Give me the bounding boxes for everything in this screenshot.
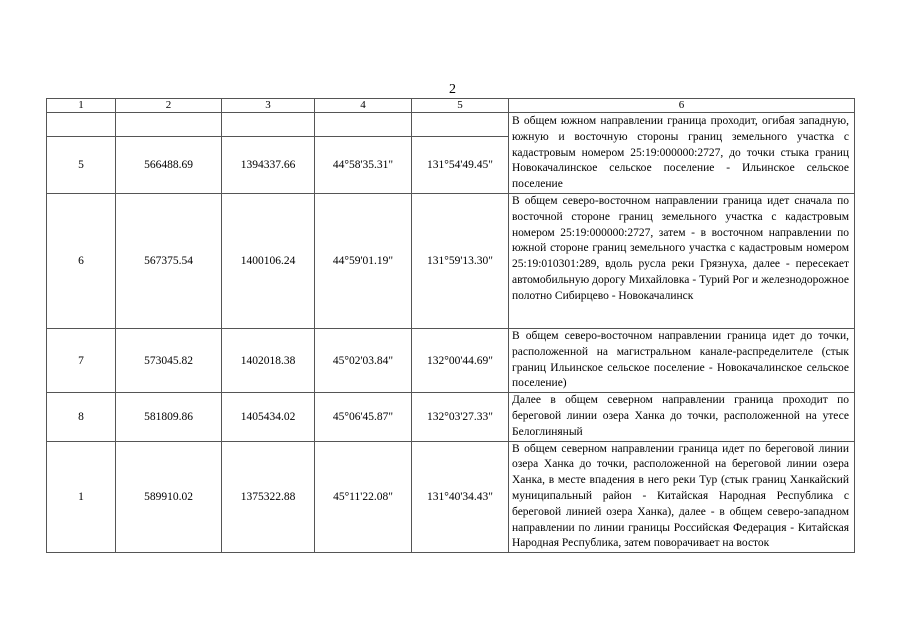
empty-cell [315,113,412,137]
latitude-cell: 45°06'45.87" [315,393,412,441]
y-coordinate-cell: 1375322.88 [222,441,315,553]
table-row [47,328,855,392]
header-cell: 6 [509,99,855,113]
y-coordinate-cell: 1400106.24 [222,193,315,328]
table-row [47,113,855,137]
point-number-cell: 6 [47,193,116,328]
x-coordinate-cell: 566488.69 [116,136,222,193]
empty-cell [412,113,509,137]
empty-cell [222,113,315,137]
y-coordinate-cell: 1402018.38 [222,328,315,392]
latitude-cell: 44°59'01.19" [315,193,412,328]
description-cell: В общем южном направлении граница проходит, огибая западную, южную и восточную стороны границ земельного участка с кадастровым номером 25:19:000000:2727, до точки стыка границ Новокачалинское сельское поселение - Ильинское сельское поселение [509,113,855,194]
description-cell: В общем северном направлении граница идет по береговой линии озера Ханка до точки, расположенной на береговой линии озера Ханка, в месте впадения в него реки Тур (стык границ Ханкайский муниципальный район - Китайская Народная Республика с береговой линией озера Ханка), далее - в общем северо-западном направлении по линии границы Российская Федерация - Китайская Народная Республика, затем поворачивает на восток [509,441,855,553]
x-coordinate-cell: 567375.54 [116,193,222,328]
y-coordinate-cell: 1394337.66 [222,136,315,193]
point-number-cell: 8 [47,393,116,441]
point-number-cell: 5 [47,136,116,193]
header-cell: 1 [47,99,116,113]
header-cell: 2 [116,99,222,113]
longitude-cell: 132°03'27.33" [412,393,509,441]
empty-cell [47,113,116,137]
boundary-table [46,98,855,553]
header-row [47,99,855,113]
point-number-cell: 7 [47,328,116,392]
y-coordinate-cell: 1405434.02 [222,393,315,441]
empty-cell [116,113,222,137]
header-cell: 4 [315,99,412,113]
longitude-cell: 132°00'44.69" [412,328,509,392]
description-cell: Далее в общем северном направлении граница проходит по береговой линии озера Ханка до точки, расположенной на утесе Белоглиняный [509,393,855,441]
table-row [47,193,855,328]
latitude-cell: 44°58'35.31" [315,136,412,193]
longitude-cell: 131°59'13.30" [412,193,509,328]
table-row [47,393,855,441]
table-row [47,441,855,553]
x-coordinate-cell: 589910.02 [116,441,222,553]
latitude-cell: 45°11'22.08" [315,441,412,553]
longitude-cell: 131°54'49.45" [412,136,509,193]
description-cell: В общем северо-восточном направлении граница идет до точки, расположенной на магистральном канале-распределителе (стык границ Ильинское сельское поселение - Новокачалинское сельское поселение) [509,328,855,392]
longitude-cell: 131°40'34.43" [412,441,509,553]
x-coordinate-cell: 573045.82 [116,328,222,392]
header-cell: 5 [412,99,509,113]
header-cell: 3 [222,99,315,113]
point-number-cell: 1 [47,441,116,553]
page-number: 2 [449,82,456,97]
x-coordinate-cell: 581809.86 [116,393,222,441]
description-cell: В общем северо-восточном направлении граница идет сначала по восточной стороне границ земельного участка с кадастровым номером 25:19:000000:2727, затем - в восточном направлении по южной стороне границ земельного участка с кадастровым номером 25:19:010301:289, вдоль русла реки Грязнуха, далее - пересекает автомобильную дорогу Михайловка - Турий Рог и железнодорожное полотно Сибирцево - Новокачалинск [509,193,855,328]
latitude-cell: 45°02'03.84" [315,328,412,392]
